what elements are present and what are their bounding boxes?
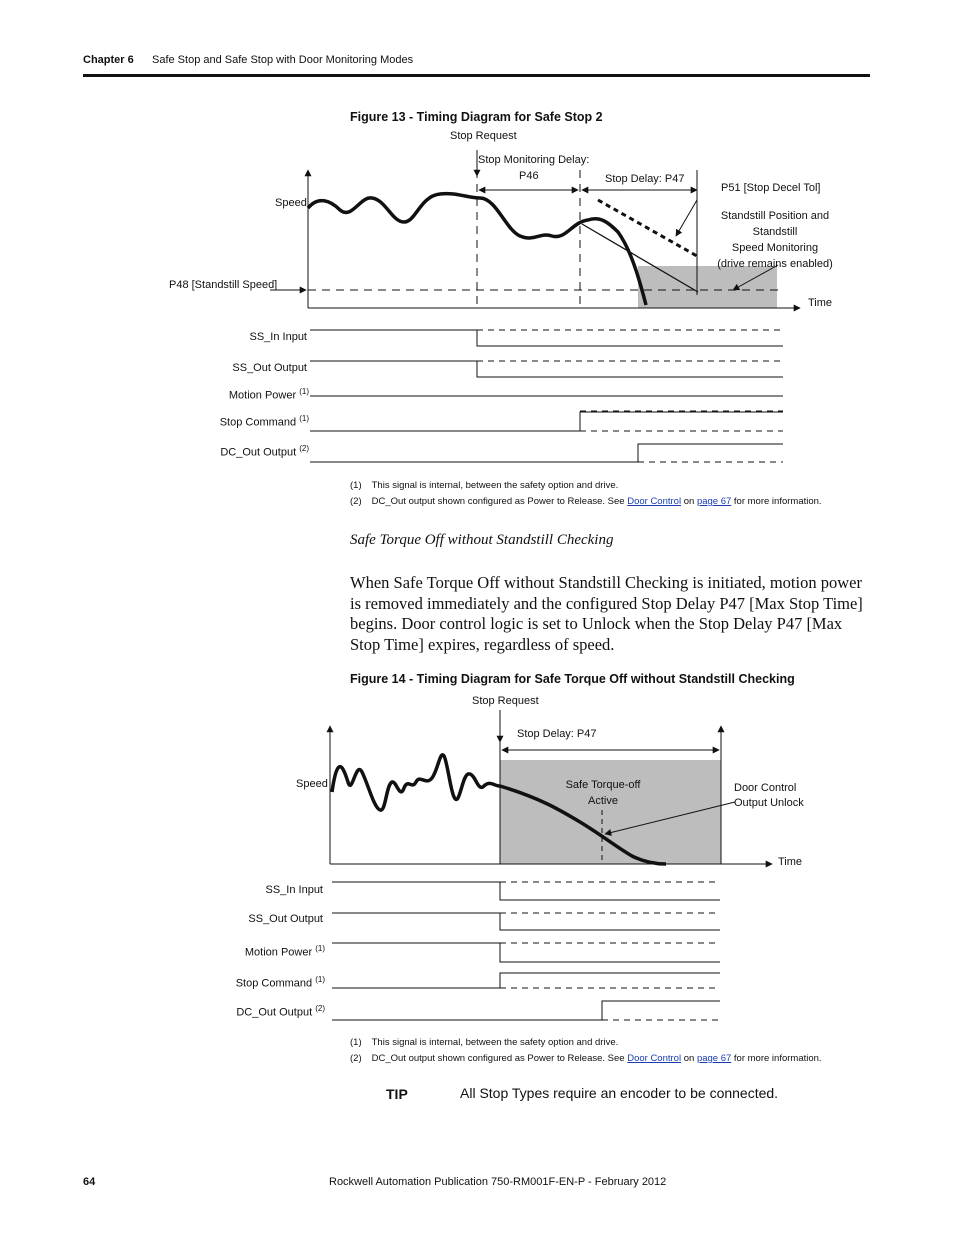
section-body: When Safe Torque Off without Standstill Checking is initiated, motion power is removed immediately and the configured Stop Delay P47 [Max Stop Time] begins. Door control logic is set to Unlock when the Stop Delay P47 [Max Stop Time] expires, regardless of speed.	[350, 573, 863, 654]
page-number: 64	[83, 1176, 96, 1188]
fig13-note1: (1) This signal is internal, between the safety option and drive.	[350, 480, 619, 491]
fig13-signal-ss-in: SS_In Input	[249, 331, 307, 343]
figure13-title: Figure 13 - Timing Diagram for Safe Stop 2	[350, 110, 603, 124]
fig14-note1: (1) This signal is internal, between the safety option and drive.	[350, 1037, 619, 1048]
door-control-link[interactable]: Door Control	[627, 1053, 682, 1064]
fig13-signal-motion-power: Motion Power $^{(1)}$	[228, 387, 309, 402]
fig14-stop-request-label: Stop Request	[472, 695, 539, 707]
fig14-signal-ss-out: SS_Out Output	[248, 913, 323, 925]
fig13-p51-label: P51 [Stop Decel Tol]	[721, 182, 821, 194]
page67-link[interactable]: page 67	[696, 1053, 732, 1064]
fig14-door-label: Door Control Output Unlock	[734, 782, 804, 809]
fig13-signal-ss-out: SS_Out Output	[232, 362, 307, 374]
fig14-time-label: Time	[778, 856, 803, 868]
figure14-diagram	[0, 690, 954, 1030]
fig13-note2: (2) DC_Out output shown configured as Power to Release. See Door Control on page 67 for more information.	[350, 496, 822, 507]
fig14-stop-delay-label: Stop Delay: P47	[517, 728, 597, 740]
fig14-note2: (2) DC_Out output shown configured as Power to Release. See Door Control on page 67 for more information.	[350, 1053, 822, 1064]
fig14-sto-label: Safe Torque-off Active	[565, 779, 641, 807]
tip-text: All Stop Types require an encoder to be connected.	[460, 1085, 779, 1101]
fig13-p46-label: P46	[519, 170, 539, 182]
sto-region	[500, 760, 721, 864]
standstill-region	[638, 266, 777, 308]
fig13-p48-label: P48 [Standstill Speed]	[169, 279, 278, 291]
figure14-signals	[332, 882, 720, 1020]
fig13-stop-request-label: Stop Request	[450, 130, 517, 142]
fig14-speed-label: Speed	[296, 778, 328, 790]
fig13-speed-label: Speed	[275, 197, 307, 209]
fig14-signal-ss-in: SS_In Input	[265, 884, 323, 896]
fig14-signal-motion-power: Motion Power $^{(1)}$	[244, 944, 325, 959]
fig13-time-label: Time	[808, 297, 833, 309]
fig13-standstill-label: Standstill Position and Standstill Speed Monitoring (drive remains enabled)	[717, 210, 833, 270]
fig14-signal-stop-command: Stop Command $^{(1)}$	[235, 975, 325, 990]
chapter-label: Chapter 6	[83, 54, 134, 66]
door-control-link[interactable]: Door Control	[627, 496, 682, 507]
figure13-signals	[310, 330, 783, 462]
fig13-signal-dc-out: DC_Out Output $^{(2)}$	[220, 444, 309, 459]
p51-pointer	[676, 200, 697, 236]
fig13-stop-delay-label: Stop Delay: P47	[605, 173, 685, 185]
tip-label: TIP	[386, 1086, 408, 1102]
page67-link[interactable]: page 67	[696, 496, 732, 507]
publication-info: Rockwell Automation Publication 750-RM001F-EN-P - February 2012	[329, 1176, 667, 1188]
section-heading: Safe Torque Off without Standstill Checking	[350, 532, 614, 548]
figure14-title: Figure 14 - Timing Diagram for Safe Torque Off without Standstill Checking	[350, 672, 795, 686]
fig13-stop-monitoring-label: Stop Monitoring Delay:	[478, 154, 590, 166]
fig13-signal-stop-command: Stop Command $^{(1)}$	[219, 414, 309, 429]
fig14-signal-dc-out: DC_Out Output $^{(2)}$	[236, 1004, 325, 1019]
chapter-title: Safe Stop and Safe Stop with Door Monitoring Modes	[152, 54, 414, 66]
